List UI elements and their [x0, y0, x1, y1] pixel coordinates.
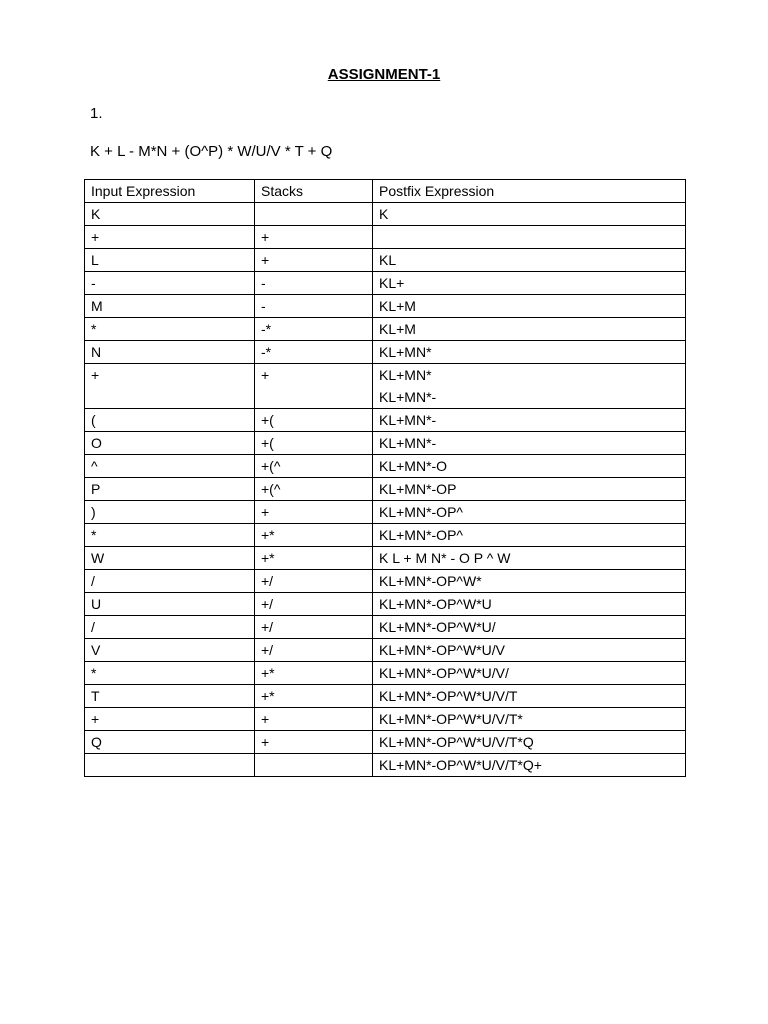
cell-stack: +*	[255, 685, 373, 708]
cell-postfix: K	[373, 203, 686, 226]
header-stacks: Stacks	[255, 180, 373, 203]
table-row	[85, 341, 686, 364]
cell-input: L	[85, 249, 255, 272]
cell-input: )	[85, 501, 255, 524]
cell-postfix: KL+MN*-O	[373, 455, 686, 478]
cell-postfix: KL+MN*-OP^W*U/V/T*Q	[373, 731, 686, 754]
header-input-expression: Input Expression	[85, 180, 255, 203]
cell-input: V	[85, 639, 255, 662]
cell-stack: +	[255, 501, 373, 524]
table-row	[85, 708, 686, 731]
cell-postfix: KL	[373, 249, 686, 272]
table-row	[85, 318, 686, 341]
table-row	[85, 409, 686, 432]
table-row	[85, 754, 686, 777]
table-row	[85, 249, 686, 272]
cell-stack: -	[255, 295, 373, 318]
cell-postfix: KL+MN*-OP^	[373, 524, 686, 547]
table-row	[85, 478, 686, 501]
cell-postfix: KL+MN* KL+MN*-	[373, 364, 686, 409]
cell-input: -	[85, 272, 255, 295]
table-row	[85, 432, 686, 455]
table-row	[85, 639, 686, 662]
cell-input: /	[85, 616, 255, 639]
cell-stack: +(^	[255, 478, 373, 501]
cell-postfix: KL+MN*-OP^W*U/V/T*	[373, 708, 686, 731]
cell-input: ^	[85, 455, 255, 478]
cell-input: +	[85, 364, 255, 409]
cell-postfix: KL+MN*-OP^W*U/V/T*Q+	[373, 754, 686, 777]
cell-postfix: KL+MN*-OP^W*U/V/	[373, 662, 686, 685]
cell-input: Q	[85, 731, 255, 754]
cell-stack: -*	[255, 341, 373, 364]
cell-stack: +	[255, 708, 373, 731]
table-row	[85, 570, 686, 593]
question-number: 1.	[90, 105, 103, 122]
header-postfix-expression: Postfix Expression	[373, 180, 686, 203]
cell-stack: +	[255, 731, 373, 754]
cell-stack	[255, 203, 373, 226]
cell-postfix: KL+M	[373, 318, 686, 341]
cell-stack: +/	[255, 639, 373, 662]
cell-stack: +(	[255, 409, 373, 432]
cell-stack	[255, 754, 373, 777]
cell-postfix: KL+MN*-OP^	[373, 501, 686, 524]
table-row	[85, 662, 686, 685]
table-row	[85, 295, 686, 318]
cell-input: K	[85, 203, 255, 226]
table-row	[85, 616, 686, 639]
cell-stack: +(^	[255, 455, 373, 478]
cell-postfix: KL+MN*-OP^W*	[373, 570, 686, 593]
cell-input: P	[85, 478, 255, 501]
conversion-table	[84, 179, 686, 777]
table-row	[85, 593, 686, 616]
cell-stack: +/	[255, 570, 373, 593]
table-row	[85, 731, 686, 754]
cell-input: U	[85, 593, 255, 616]
cell-postfix: KL+	[373, 272, 686, 295]
cell-postfix: KL+MN*-OP^W*U	[373, 593, 686, 616]
cell-input: *	[85, 524, 255, 547]
cell-stack: +/	[255, 616, 373, 639]
assignment-title: ASSIGNMENT-1	[327, 66, 441, 83]
cell-postfix: KL+M	[373, 295, 686, 318]
table-row	[85, 685, 686, 708]
cell-input: W	[85, 547, 255, 570]
cell-postfix: K L + M N* - O P ^ W	[373, 547, 686, 570]
cell-stack: +*	[255, 547, 373, 570]
cell-stack: +*	[255, 524, 373, 547]
table-row	[85, 272, 686, 295]
cell-stack: -	[255, 272, 373, 295]
cell-stack: +(	[255, 432, 373, 455]
cell-input: *	[85, 318, 255, 341]
table-header-row	[85, 180, 686, 203]
cell-stack: +	[255, 249, 373, 272]
cell-postfix: KL+MN*-	[373, 409, 686, 432]
cell-postfix: KL+MN*-OP^W*U/V	[373, 639, 686, 662]
cell-input	[85, 754, 255, 777]
infix-expression: K + L - M*N + (O^P) * W/U/V * T + Q	[90, 143, 333, 160]
cell-input: +	[85, 708, 255, 731]
table-row	[85, 455, 686, 478]
table-row	[85, 524, 686, 547]
cell-stack: +*	[255, 662, 373, 685]
cell-stack: -*	[255, 318, 373, 341]
table-body	[85, 203, 686, 777]
cell-input: M	[85, 295, 255, 318]
cell-input: T	[85, 685, 255, 708]
cell-stack: +	[255, 226, 373, 249]
cell-input: N	[85, 341, 255, 364]
cell-postfix	[373, 226, 686, 249]
cell-input: (	[85, 409, 255, 432]
cell-postfix: KL+MN*-OP^W*U/V/T	[373, 685, 686, 708]
cell-stack: +/	[255, 593, 373, 616]
table-row	[85, 364, 686, 409]
cell-input: +	[85, 226, 255, 249]
cell-input: *	[85, 662, 255, 685]
table-row	[85, 203, 686, 226]
table-row	[85, 226, 686, 249]
table-row	[85, 501, 686, 524]
table-row	[85, 547, 686, 570]
cell-stack: +	[255, 364, 373, 409]
cell-postfix: KL+MN*-OP	[373, 478, 686, 501]
cell-postfix: KL+MN*-OP^W*U/	[373, 616, 686, 639]
cell-input: /	[85, 570, 255, 593]
cell-postfix: KL+MN*-	[373, 432, 686, 455]
cell-input: O	[85, 432, 255, 455]
cell-postfix: KL+MN*	[373, 341, 686, 364]
